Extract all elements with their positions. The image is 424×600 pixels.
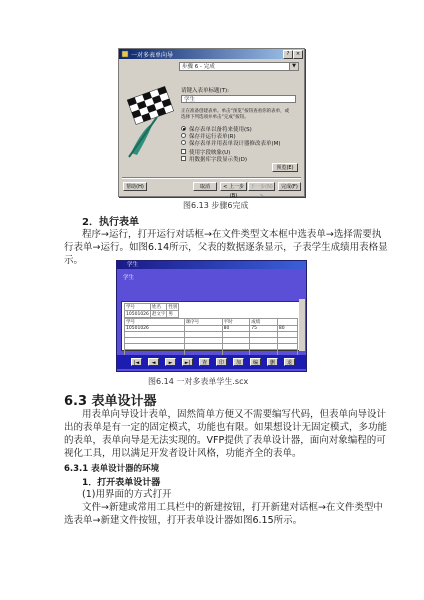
cancel-button[interactable]: 取消 xyxy=(193,182,217,191)
radio-save-modify[interactable] xyxy=(181,140,186,145)
section-63-line3: 的表单，表单向导是无法实现的。VFP提供了表单设计器，面向对象编程的可 xyxy=(64,435,386,446)
parent-val-1: 10501026 xyxy=(126,311,149,317)
section-63-line1: 用表单向导设计表单，固然简单方便又不需要编写代码，但表单向导设计 xyxy=(82,409,387,420)
item-line2: 选表单→新建文件按钮，打开表单设计器如图6.15所示。 xyxy=(64,515,303,526)
section-63-line4: 视化工具，用以满足开发者设计风格，功能齐全的表单。 xyxy=(64,448,302,459)
checkbox-db-class-label: 用数据库字段显示类(D) xyxy=(189,157,248,163)
next-record-button[interactable]: ► xyxy=(165,358,176,366)
parent-col-2: 姓名 xyxy=(150,304,167,311)
print-button[interactable]: 印 xyxy=(216,358,227,366)
navigation-bar xyxy=(117,355,306,369)
exit-button[interactable]: 退 xyxy=(284,358,295,366)
wizard-dialog xyxy=(118,48,305,197)
delete-button[interactable]: 删 xyxy=(267,358,278,366)
child-cell[interactable]: 80 xyxy=(222,326,250,332)
radio-save[interactable] xyxy=(181,126,186,131)
help-button[interactable]: 帮助(H) xyxy=(123,182,147,191)
figure-614-caption: 图6.14 一对多表单学生.scx xyxy=(148,377,249,386)
child-col-4: 成绩 xyxy=(250,319,278,326)
last-record-button[interactable]: ►| xyxy=(182,358,193,366)
chevron-down-icon[interactable]: ▼ xyxy=(289,63,298,70)
form-title-bar xyxy=(117,261,306,269)
checkbox-field-mapping[interactable] xyxy=(181,149,186,154)
section-2-heading: 2．执行表单 xyxy=(82,217,139,228)
parent-val-3: 男 xyxy=(167,311,179,318)
first-record-button[interactable]: |◄ xyxy=(131,358,142,366)
child-cell[interactable]: 75 xyxy=(250,326,278,332)
child-col-2: 课序号 xyxy=(184,319,222,326)
child-col-1: 学号 xyxy=(125,319,185,326)
form-window xyxy=(116,260,307,372)
child-cell[interactable]: 10501026 xyxy=(125,326,185,332)
item-heading: 1．打开表单设计器 xyxy=(82,478,161,488)
figure-613-caption: 图6.13 步骤6完成 xyxy=(183,201,249,210)
section-63-title: 6.3 表单设计器 xyxy=(64,394,157,409)
record-grid[interactable] xyxy=(121,301,301,351)
title-prompt-label: 请键入表单标题(T): xyxy=(181,88,230,94)
section-63-line2: 出的表单是有一定的固定模式，功能也有限。如果想设计无固定模式，多功能 xyxy=(64,422,388,433)
wizard-title: 一对多表单向导 xyxy=(131,52,174,59)
checkered-flag-icon xyxy=(123,83,178,161)
step-select[interactable] xyxy=(179,62,299,71)
section-2-line3: 示。 xyxy=(64,255,84,266)
find-button[interactable]: 查 xyxy=(199,358,210,366)
help-icon[interactable]: ? xyxy=(283,50,293,59)
child-score-table[interactable] xyxy=(124,318,298,356)
wizard-title-bar xyxy=(119,49,304,59)
child-col-3: 平时 xyxy=(222,319,250,326)
grid-scrollbar[interactable] xyxy=(299,299,305,351)
radio-save-run[interactable] xyxy=(181,133,186,138)
step-select-value: 步骤 6 - 完成 xyxy=(182,64,215,70)
parent-val-2: 赵文宇 xyxy=(151,312,166,317)
item-line1: 文件→新建或常用工具栏中的新建按钮，打开新建对话框→在文件类型中 xyxy=(82,502,383,513)
section-2-line1: 程序→运行，打开运行对话框→在文件类型文本框中选表单→选择需要执 xyxy=(82,229,382,240)
item-method: (1)用界面的方式打开 xyxy=(82,489,172,500)
back-button[interactable]: < 上一步(B) xyxy=(220,182,247,191)
radio-save-label: 保存表单以备将来使用(S) xyxy=(189,127,252,133)
checkbox-field-mapping-label: 使用字段映象(U) xyxy=(189,150,231,156)
next-button[interactable]: 下一步(N) > xyxy=(248,182,275,191)
edit-button[interactable]: 编 xyxy=(250,358,261,366)
form-title-input[interactable]: 学生 xyxy=(181,95,296,103)
hint-text-line1: 正在准备创建表单。单击“预览”按钮查看你的表单，或 xyxy=(181,109,290,114)
child-col-5 xyxy=(277,319,297,326)
preview-button[interactable]: 预览(E) xyxy=(272,163,298,172)
radio-save-modify-label: 保存表单并用表单设计器修改表单(M) xyxy=(189,141,281,147)
parent-record-table xyxy=(124,303,179,318)
app-icon xyxy=(121,50,129,58)
add-button[interactable]: 加 xyxy=(233,358,244,366)
sub-heading-631: 6.3.1 表单设计器的环境 xyxy=(64,464,160,474)
hint-text-line2: 选择下列选项并单击“完成”按钮。 xyxy=(181,115,249,120)
checkbox-db-class[interactable] xyxy=(181,156,186,161)
form-window-title: 学生 xyxy=(127,262,139,268)
section-2-line2: 行表单→运行。如图6.14所示，父表的数据逐条显示，子表学生成绩用表格显 xyxy=(64,242,388,253)
form-label: 学生 xyxy=(123,275,135,281)
child-cell[interactable]: 80 xyxy=(277,326,297,332)
prev-record-button[interactable]: ◄ xyxy=(148,358,159,366)
finish-button[interactable]: 完成(F) xyxy=(278,182,301,191)
radio-save-run-label: 保存并运行表单(R) xyxy=(189,134,236,140)
close-icon[interactable]: × xyxy=(293,50,303,59)
parent-col-3: 性别 xyxy=(168,305,178,310)
parent-col-1: 学号 xyxy=(125,304,151,311)
divider xyxy=(122,177,301,179)
